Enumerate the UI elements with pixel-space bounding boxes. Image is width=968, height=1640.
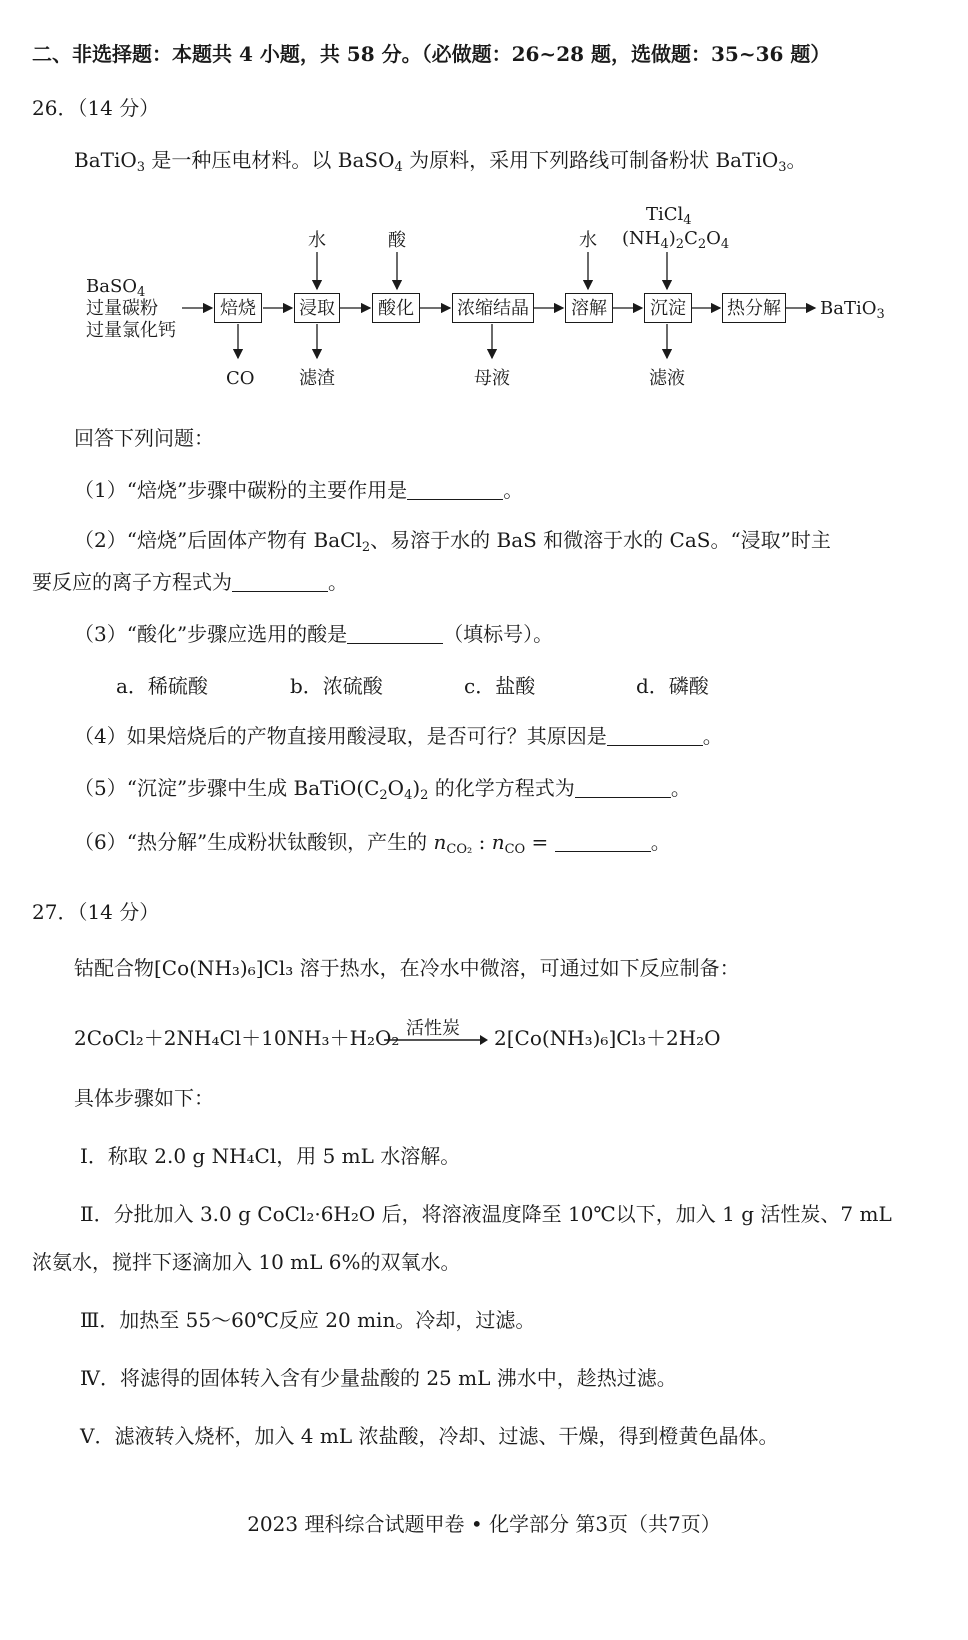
question-26-part-3: （3）“酸化”步骤应选用的酸是 （填标号）。 [74,622,554,646]
question-26-part-1: （1）“焙烧”步骤中碳粉的主要作用是 。 [74,478,524,502]
question-26-part-5: （5）“沉淀”步骤中生成 $BaTiO(C_2O_4)_2$ 的化学方程式为 。 [74,776,691,803]
raw-material-carbon: 过量碳粉 [86,298,158,319]
step-dissolve: 溶解 [565,293,613,323]
output-residue: 滤渣 [299,368,335,389]
step-1: Ⅰ．称取 2.0 g NH₄Cl，用 5 mL 水溶解。 [80,1144,461,1168]
output-mother-liquor: 母液 [474,368,510,389]
option-d: d．磷酸 [636,674,709,698]
question-26-intro: BaTiO$_3$ 是一种压电材料。以 BaSO$_4$ 为原料，采用下列路线可制备粉状 BaTiO$_3$。 [74,148,807,175]
step-2-line-1: Ⅱ．分批加入 3.0 g CoCl₂·6H₂O 后，将溶液温度降至 10℃以下，加入 1 g 活性炭、7 mL [80,1202,892,1226]
input-acid: 酸 [388,230,406,251]
step-3: Ⅲ．加热至 55～60℃反应 20 min。冷却，过滤。 [80,1308,536,1332]
reaction-arrow [382,1032,492,1048]
step-roast: 焙烧 [214,293,262,323]
input-ticl4: TiCl$_4$ [646,204,692,228]
output-co: CO [226,368,255,389]
answer-blank-4[interactable] [607,725,703,746]
question-26-part-6: （6）“热分解”生成粉状钛酸钡，产生的 $n_{CO_2}$ : $n_{CO}$ = 。 [74,830,671,857]
step-thermal-decompose: 热分解 [722,293,786,323]
process-flow-diagram [0,200,968,410]
answer-blank-1[interactable] [407,479,503,500]
input-ammonium-oxalate: $(NH_4)_2C_2O_4$ [622,228,730,252]
answer-blank-2[interactable] [232,571,328,592]
option-c: c．盐酸 [464,674,536,698]
question-26-part-4: （4）如果焙烧后的产物直接用酸浸取，是否可行？其原因是 。 [74,724,723,748]
step-4: Ⅳ．将滤得的固体转入含有少量盐酸的 25 mL 沸水中，趁热过滤。 [80,1366,677,1390]
question-27-intro: 钴配合物[Co(NH₃)₆]Cl₃ 溶于热水，在冷水中微溶，可通过如下反应制备： [74,956,740,980]
input-water-dissolve: 水 [579,230,597,251]
answer-blank-3[interactable] [347,623,443,644]
product-batio3: BaTiO$_3$ [820,298,885,322]
step-precipitate: 沉淀 [644,293,692,323]
question-26-number: 26．（14 分） [32,96,160,120]
question-27-steps-intro: 具体步骤如下： [74,1086,214,1110]
step-leach: 浸取 [294,293,340,323]
section-heading: 二、非选择题：本题共 4 小题，共 58 分。（必做题：26~28 题，选做题：35~36 题） [32,42,831,66]
option-b: b．浓硫酸 [290,674,383,698]
question-26-part-2-line-2: 要反应的离子方程式为 。 [32,570,348,594]
answer-blank-5[interactable] [575,777,671,798]
reaction-equation-left: 2CoCl₂＋2NH₄Cl＋10NH₃＋H₂O₂ [74,1026,400,1050]
raw-material-cacl2: 过量氯化钙 [86,320,176,341]
page-footer: 2023 理科综合试题甲卷 • 化学部分 第3页（共7页） [247,1512,721,1536]
step-5: Ⅴ．滤液转入烧杯，加入 4 mL 浓盐酸，冷却、过滤、干燥，得到橙黄色晶体。 [80,1424,779,1448]
step-concentrate-crystallize: 浓缩结晶 [452,293,534,323]
question-26-prompt: 回答下列问题： [74,426,214,450]
option-a: a．稀硫酸 [116,674,208,698]
reaction-catalyst-label: 活性炭 [406,1018,460,1039]
reaction-equation-right: 2[Co(NH₃)₆]Cl₃＋2H₂O [494,1026,721,1050]
question-26-part-2-line-1: （2）“焙烧”后固体产物有 BaCl$_2$、易溶于水的 BaS 和微溶于水的 CaS。“浸取”时主 [74,528,831,555]
step-2-line-2: 浓氨水，搅拌下逐滴加入 10 mL 6%的双氧水。 [32,1250,461,1274]
question-27-number: 27．（14 分） [32,900,160,924]
output-filtrate: 滤液 [649,368,685,389]
answer-blank-6[interactable] [555,831,651,852]
raw-material-baso4: BaSO$_4$ [86,276,146,300]
input-water-leach: 水 [308,230,326,251]
step-acidify: 酸化 [372,293,420,323]
